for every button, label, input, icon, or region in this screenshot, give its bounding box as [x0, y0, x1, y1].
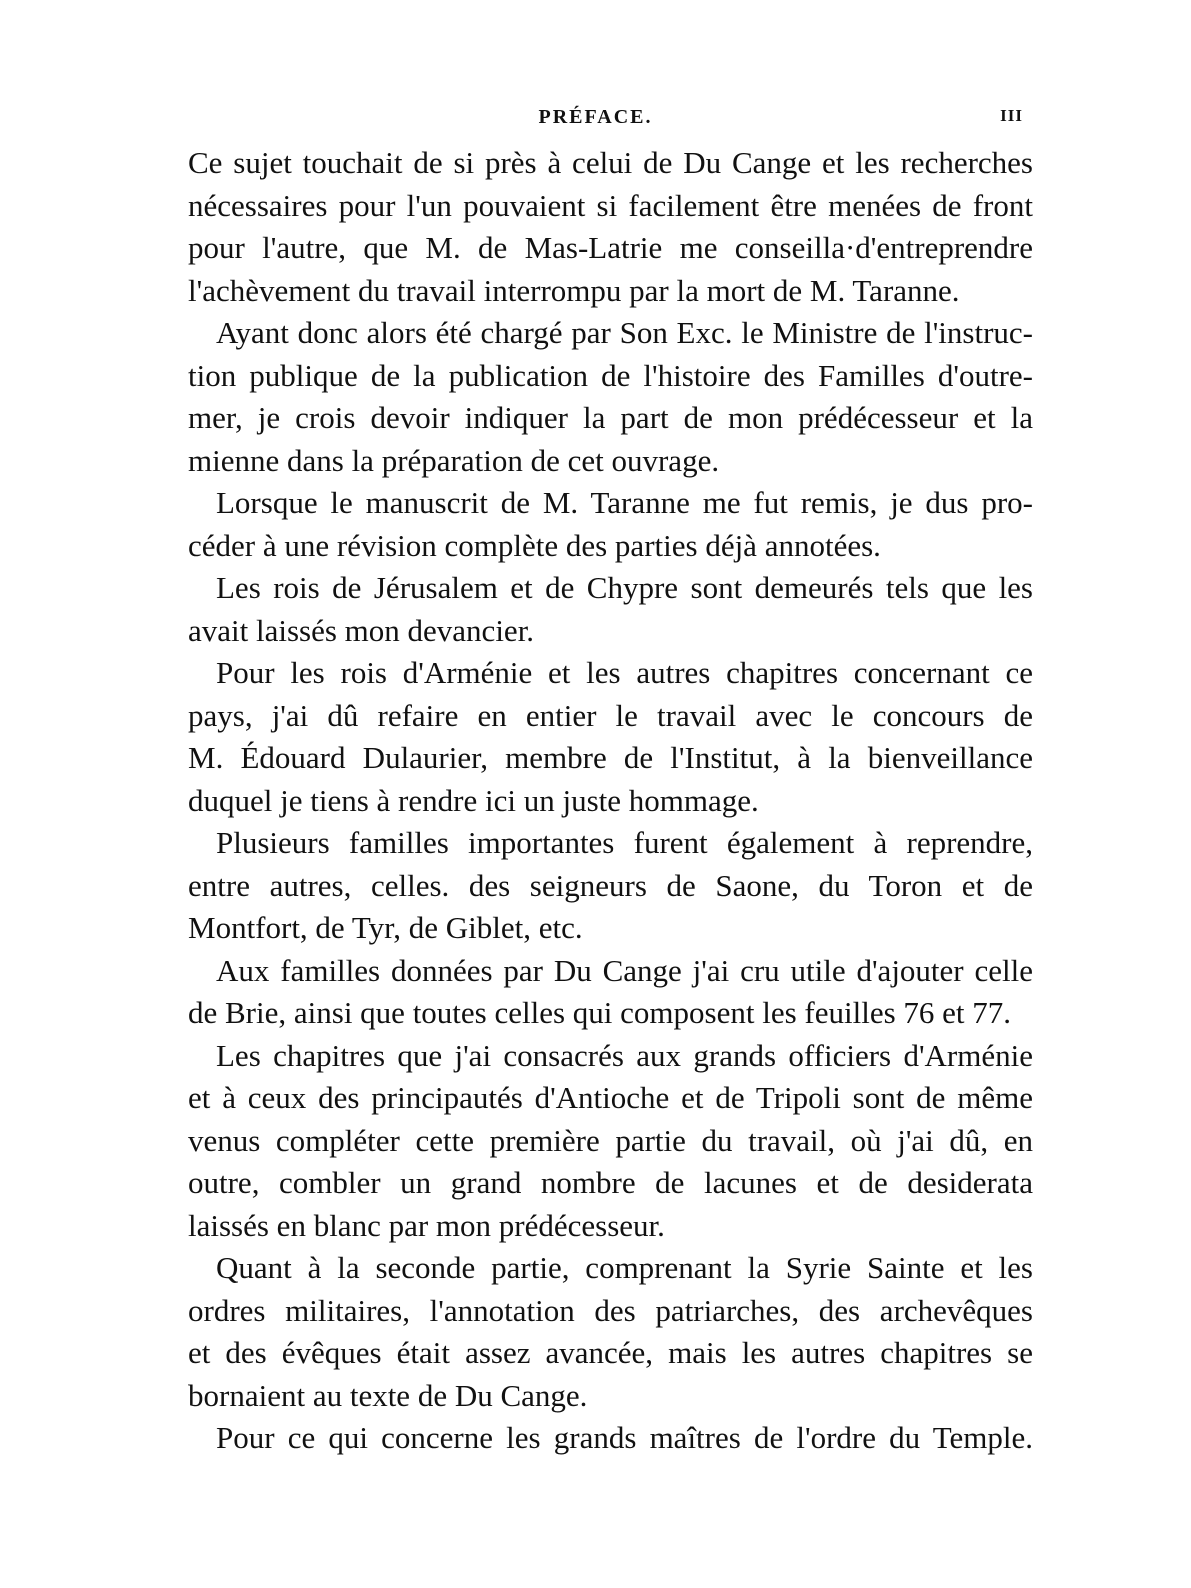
running-title: PRÉFACE. [538, 106, 653, 128]
text-line: de Brie, ainsi que toutes celles qui composent les feuilles 76 et 77. [188, 995, 1012, 1030]
text-line: et des évêques était assez avancée, mais les autres chapitres se [188, 1335, 1033, 1370]
text-line: entre autres, celles. des seigneurs de Saone, du Toron et de [188, 867, 1033, 903]
text-line: pour l'autre, que M. de Mas-Latrie me conseilla·d'entreprendre [188, 230, 1033, 265]
text-line: Aux familles données par Du Cange j'ai cru utile d'ajouter celle [216, 952, 1033, 988]
text-line: mer, je crois devoir indiquer la part de mon prédécesseur et la [188, 400, 1033, 435]
running-head [0, 104, 1191, 134]
text-line: Les rois de Jérusalem et de Chypre sont demeurés tels que les [216, 570, 1033, 605]
text-line: Pour les rois d'Arménie et les autres chapitres concernant ce [216, 655, 1033, 690]
text-line: mienne dans la préparation de cet ouvrage. [188, 442, 720, 478]
text-line: Les chapitres que j'ai consacrés aux grands officiers d'Arménie [216, 1037, 1033, 1073]
text-line: M. Édouard Dulaurier, membre de l'Institut, à la bienveillance [188, 740, 1033, 775]
text-line: céder à une révision complète des parties déjà annotées. [188, 527, 881, 563]
text-line: laissés en blanc par mon prédécesseur. [188, 1207, 665, 1243]
text-line: Montfort, de Tyr, de Giblet, etc. [188, 910, 583, 945]
text-line: et à ceux des principautés d'Antioche et de Tripoli sont de même [188, 1080, 1033, 1115]
text-line: Ayant donc alors été chargé par Son Exc. le Ministre de l'instruc- [216, 315, 1033, 350]
text-line: Quant à la seconde partie, comprenant la Syrie Sainte et les [216, 1250, 1033, 1285]
text-line: Pour ce qui concerne les grands maîtres de l'ordre du Temple. [216, 1420, 1033, 1455]
text-line: Lorsque le manuscrit de M. Taranne me fut remis, je dus pro- [216, 485, 1033, 520]
text-line: duquel je tiens à rendre ici un juste hommage. [188, 782, 759, 818]
text-line: Plusieurs familles importantes furent également à reprendre, [216, 825, 1033, 860]
text-line: outre, combler un grand nombre de lacunes et de desiderata [188, 1165, 1033, 1200]
text-line: l'achèvement du travail interrompu par la mort de M. Taranne. [188, 272, 960, 308]
text-line: Ce sujet touchait de si près à celui de Du Cange et les recherches [188, 145, 1033, 180]
page-number: III [1000, 106, 1023, 125]
body-text [188, 142, 1033, 1460]
text-line: ordres militaires, l'annotation des patriarches, des archevêques [188, 1292, 1033, 1328]
text-line: venus compléter cette première partie du travail, où j'ai dû, en [188, 1122, 1033, 1158]
text-line: avait laissés mon devancier. [188, 612, 535, 648]
text-line: bornaient au texte de Du Cange. [188, 1377, 588, 1413]
text-line: tion publique de la publication de l'histoire des Familles d'outre- [188, 357, 1033, 393]
text-line: pays, j'ai dû refaire en entier le travail avec le concours de [188, 697, 1033, 733]
text-line: nécessaires pour l'un pouvaient si facilement être menées de front [188, 187, 1033, 223]
